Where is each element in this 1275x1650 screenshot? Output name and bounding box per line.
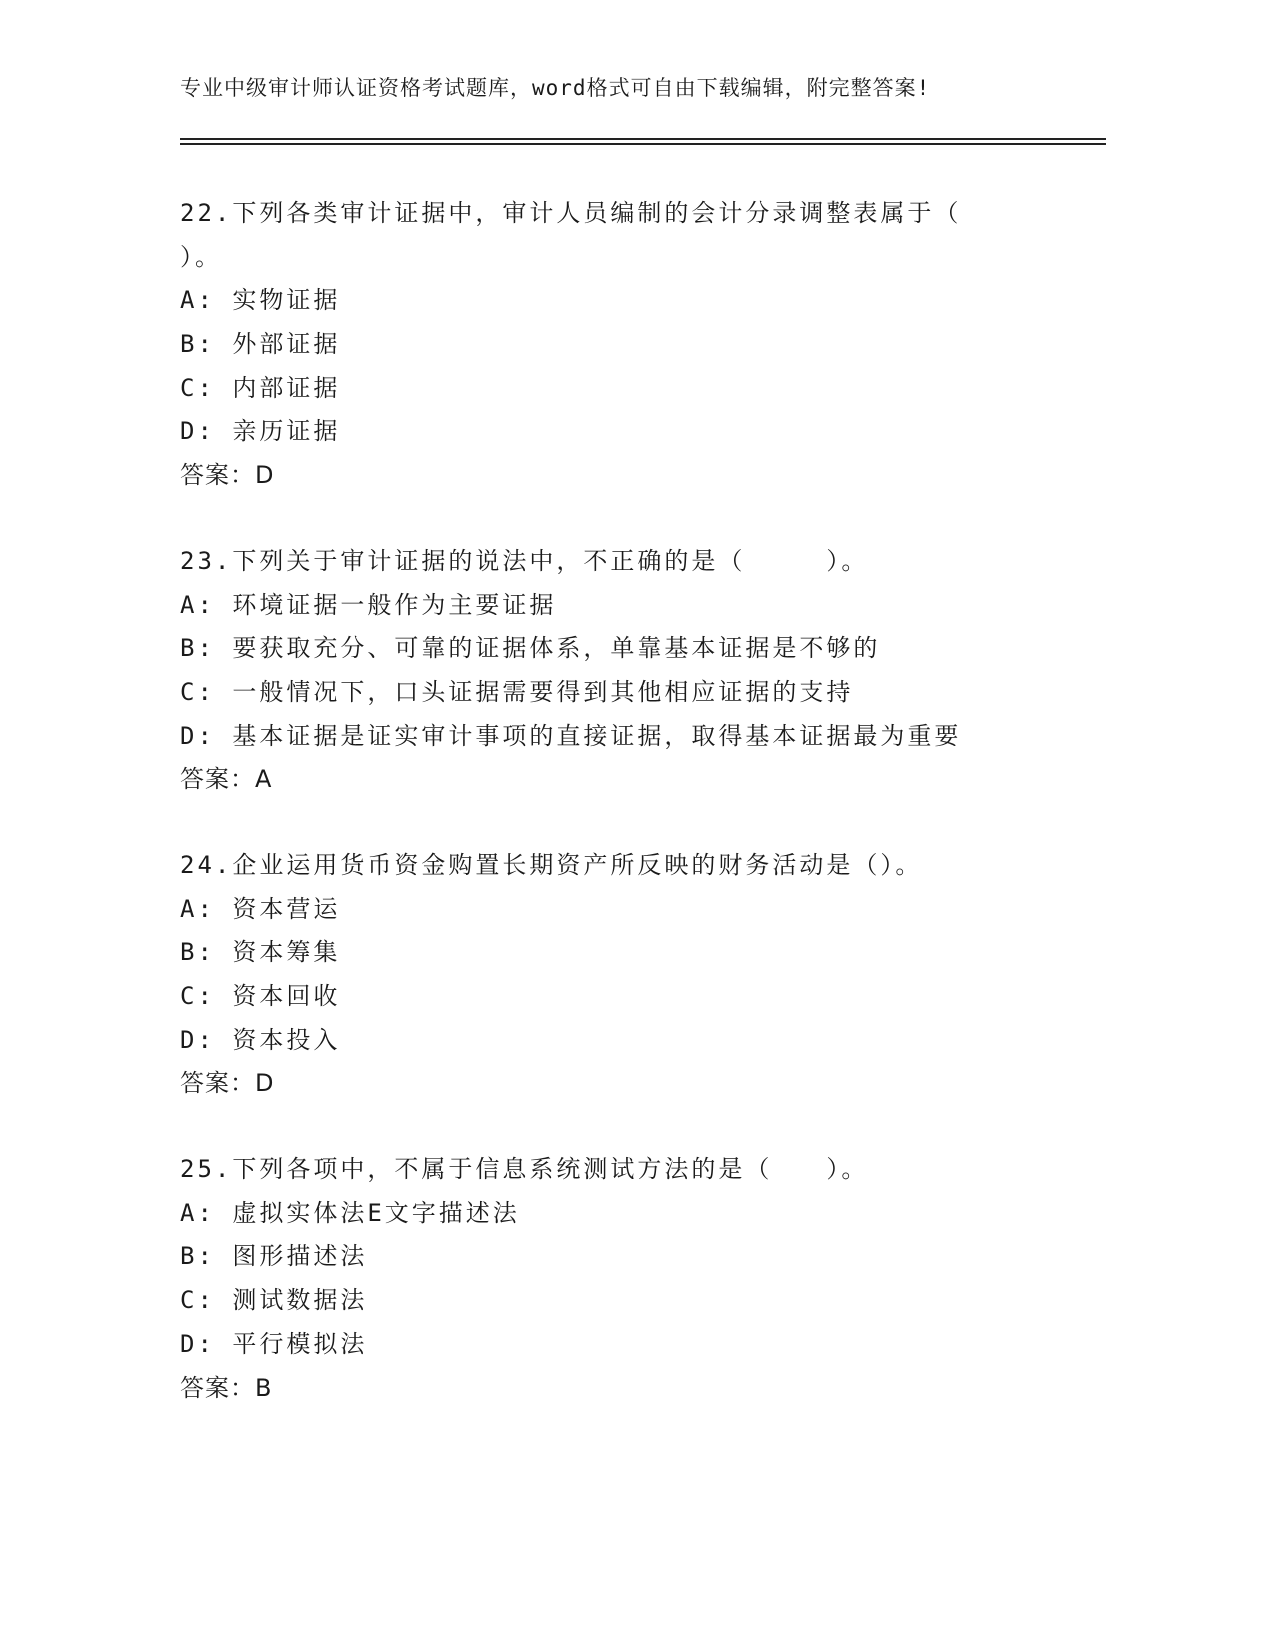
option-d: D: 基本证据是证实审计事项的直接证据，取得基本证据最为重要 — [180, 721, 962, 750]
option-c: C: 测试数据法 — [180, 1286, 368, 1315]
answer: 答案：D — [180, 461, 275, 490]
option-d: D: 资本投入 — [180, 1025, 341, 1054]
option-b: B: 要获取充分、可靠的证据体系，单靠基本证据是不够的 — [180, 634, 881, 663]
question-25 — [180, 1148, 1105, 1410]
question-stem: 24.企业运用货币资金购置长期资产所反映的财务活动是（）。 — [180, 850, 923, 879]
option-b: B: 外部证据 — [180, 330, 341, 359]
option-b: B: 图形描述法 — [180, 1242, 368, 1271]
option-c: C: 一般情况下，口头证据需要得到其他相应证据的支持 — [180, 677, 854, 706]
option-d: D: 平行模拟法 — [180, 1329, 368, 1358]
question-stem: 23.下列关于审计证据的说法中，不正确的是（ ）。 — [180, 546, 869, 575]
answer: 答案：D — [180, 1069, 275, 1098]
question-24 — [180, 844, 1105, 1106]
option-a: A: 环境证据一般作为主要证据 — [180, 590, 557, 619]
answer: 答案：A — [180, 765, 273, 794]
option-a: A: 虚拟实体法E文字描述法 — [180, 1198, 520, 1227]
question-stem-continued: ）。 — [180, 242, 222, 271]
option-a: A: 实物证据 — [180, 286, 341, 315]
question-stem: 22.下列各类审计证据中，审计人员编制的会计分录调整表属于（ — [180, 199, 962, 227]
answer: 答案：B — [180, 1373, 273, 1402]
option-c: C: 内部证据 — [180, 373, 341, 402]
question-22 — [180, 192, 1105, 498]
question-23 — [180, 540, 1105, 802]
question-stem: 25.下列各项中，不属于信息系统测试方法的是（ ）。 — [180, 1155, 869, 1184]
question-list — [180, 192, 1105, 1452]
option-b: B: 资本筹集 — [180, 938, 341, 967]
header-divider — [180, 138, 1106, 145]
option-a: A: 资本营运 — [180, 894, 341, 923]
option-c: C: 资本回收 — [180, 982, 341, 1010]
document-header: 专业中级审计师认证资格考试题库，word格式可自由下载编辑，附完整答案! — [180, 76, 931, 100]
option-d: D: 亲历证据 — [180, 417, 341, 446]
